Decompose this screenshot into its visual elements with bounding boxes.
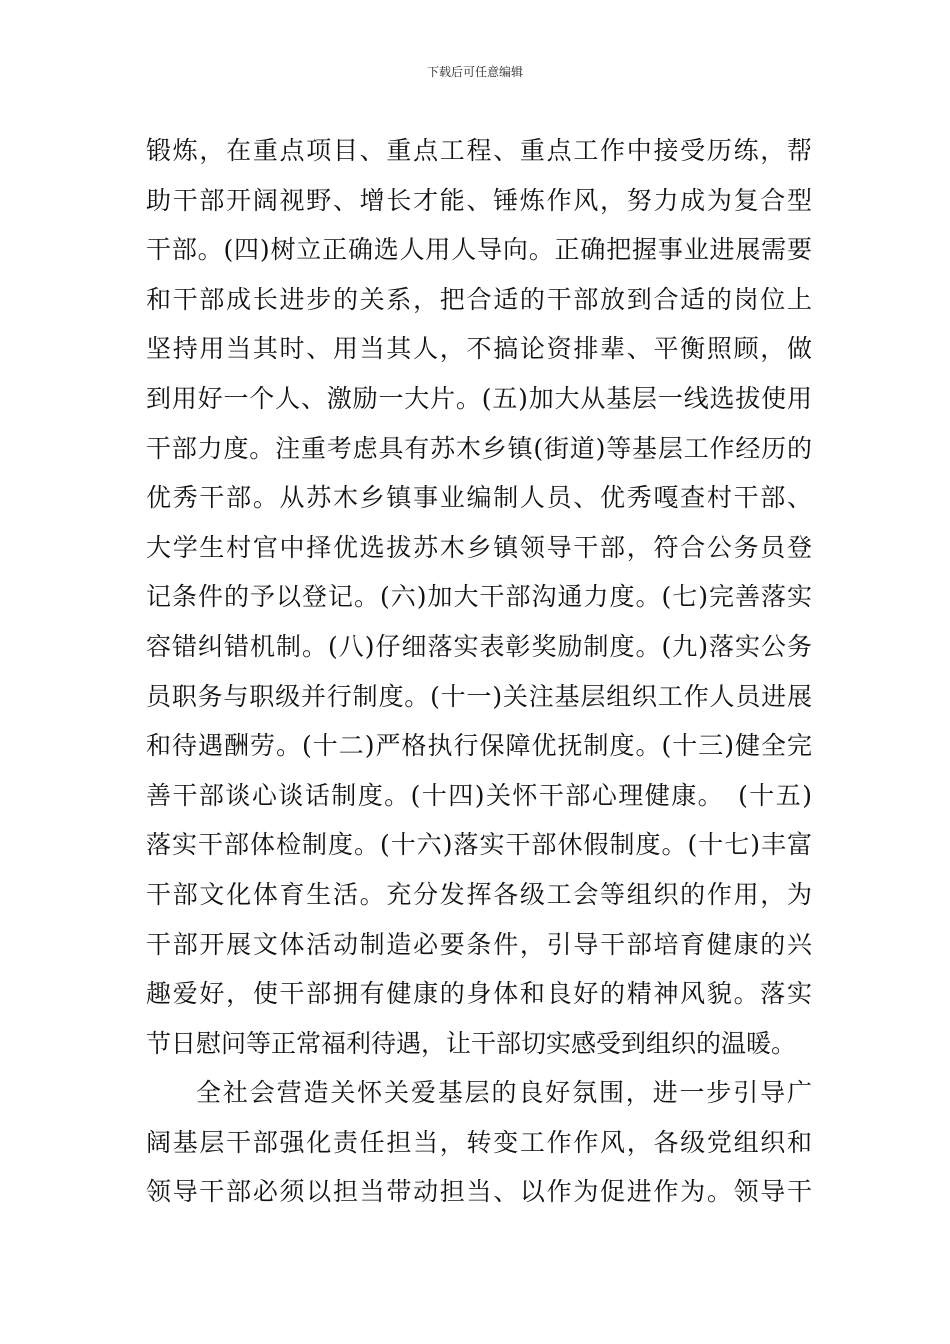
paragraph-first-line: 全社会营造关怀关爱基层的良好氛围，进一步引导广	[196, 1078, 812, 1108]
text-line: 善干部谈心谈话制度。(十四)关怀干部心理健康。 (十五)	[146, 780, 812, 810]
page-header: 下载后可任意编辑	[426, 65, 523, 79]
text-line: 阔基层干部强化责任担当，转变工作作风，各级党组织和	[146, 1127, 812, 1157]
text-line: 干部力度。注重考虑具有苏木乡镇(街道)等基层工作经历的	[146, 433, 812, 463]
text-line: 员职务与职级并行制度。(十一)关注基层组织工作人员进展	[146, 681, 812, 711]
body-text	[146, 126, 812, 1217]
text-line: 记条件的予以登记。(六)加大干部沟通力度。(七)完善落实	[146, 582, 812, 612]
text-line: 干部文化体育生活。充分发挥各级工会等组织的作用，为	[146, 879, 812, 909]
text-line: 助干部开阔视野、增长才能、锤炼作风，努力成为复合型	[146, 185, 812, 215]
text-line: 和干部成长进步的关系，把合适的干部放到合适的岗位上	[146, 284, 812, 314]
text-line: 趣爱好，使干部拥有健康的身体和良好的精神风貌。落实	[146, 979, 812, 1009]
text-line: 领导干部必须以担当带动担当、以作为促进作为。领导干	[146, 1177, 812, 1207]
text-line: 优秀干部。从苏木乡镇事业编制人员、优秀嘎查村干部、	[146, 483, 812, 513]
text-line: 大学生村官中择优选拔苏木乡镇领导干部，符合公务员登	[146, 532, 812, 562]
text-line: 锻炼，在重点项目、重点工程、重点工作中接受历练，帮	[146, 136, 812, 165]
text-line: 和待遇酬劳。(十二)严格执行保障优抚制度。(十三)健全完	[146, 731, 812, 761]
text-line: 落实干部体检制度。(十六)落实干部休假制度。(十七)丰富	[146, 830, 812, 860]
text-line: 节日慰问等正常福利待遇，让干部切实感受到组织的温暖。	[146, 1028, 797, 1058]
text-line: 到用好一个人、激励一大片。(五)加大从基层一线选拔使用	[146, 383, 812, 413]
text-line: 坚持用当其时、用当其人，不搞论资排辈、平衡照顾，做	[146, 334, 812, 364]
text-line: 容错纠错机制。(八)仔细落实表彰奖励制度。(九)落实公务	[146, 631, 812, 661]
text-line: 干部开展文体活动制造必要条件，引导干部培育健康的兴	[146, 929, 812, 959]
text-line: 干部。(四)树立正确选人用人导向。正确把握事业进展需要	[146, 235, 812, 265]
